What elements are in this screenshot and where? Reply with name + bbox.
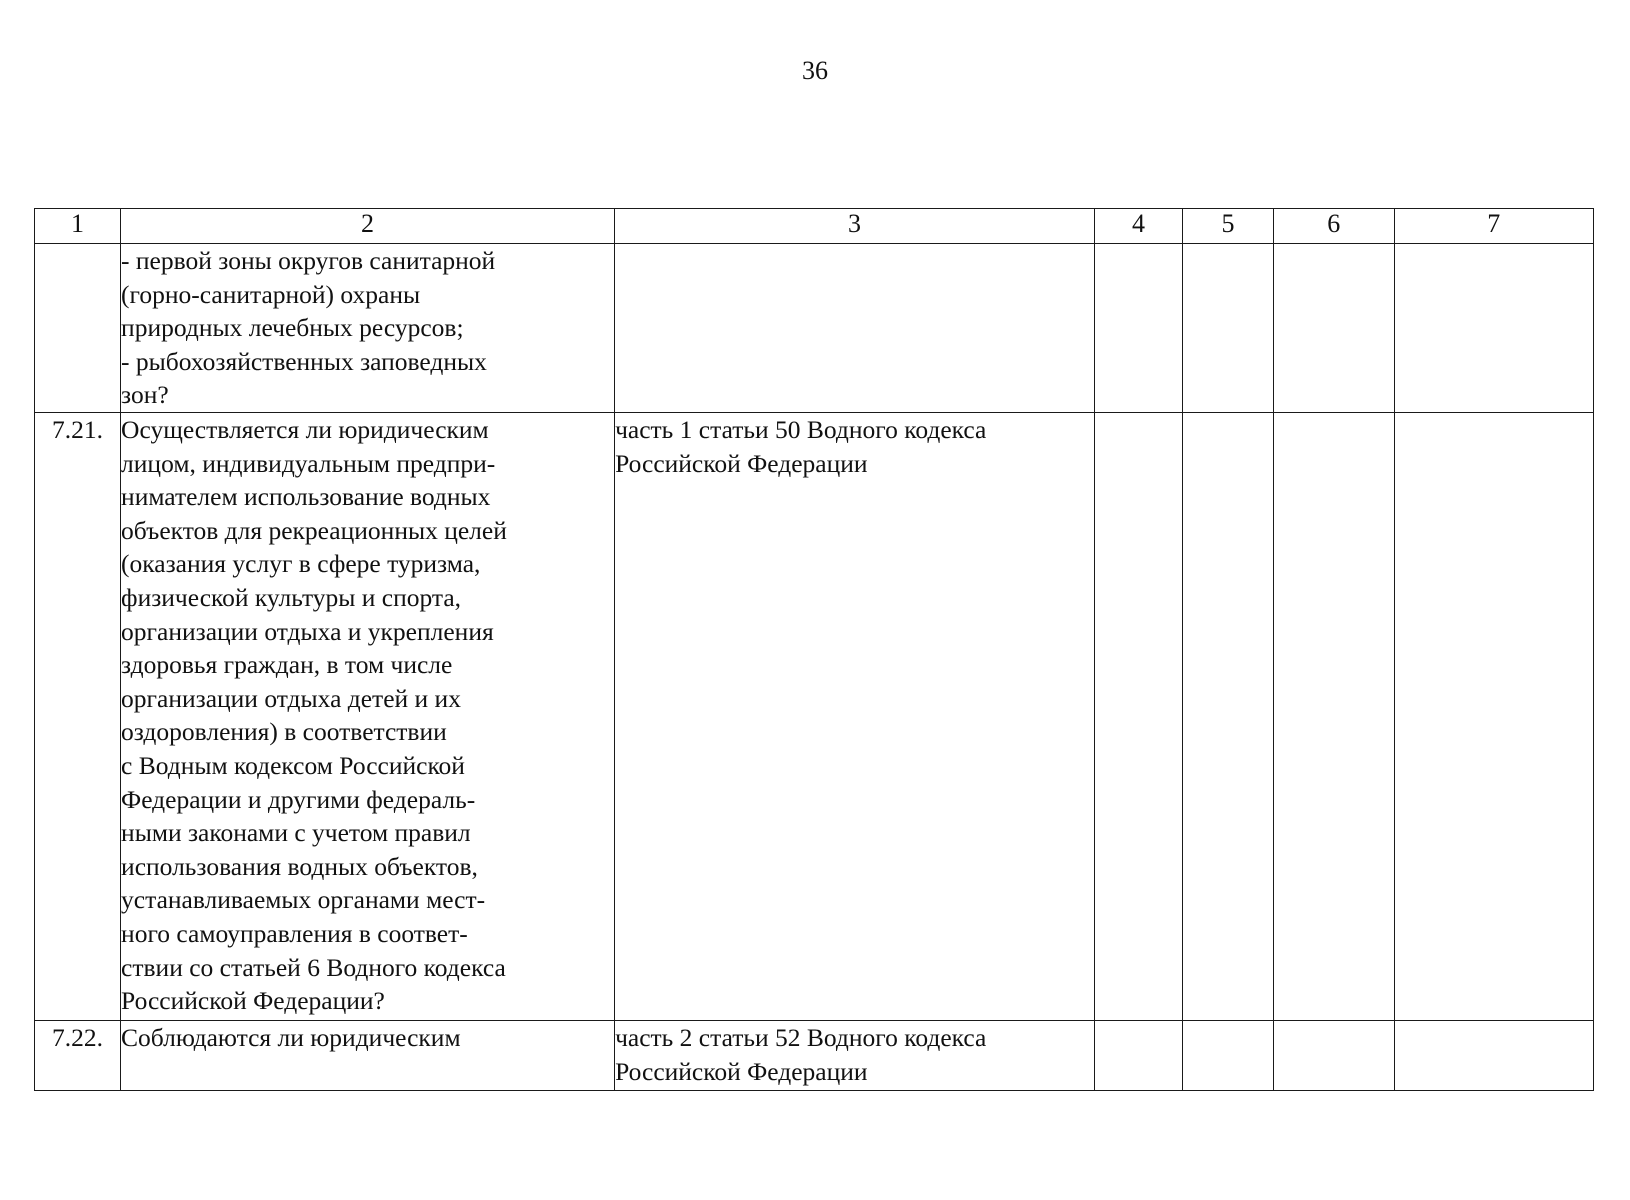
answer-cell-4 [1094, 413, 1182, 1021]
column-header: 5 [1182, 209, 1273, 244]
reference-line: часть 1 статьи 50 Водного кодекса [615, 415, 987, 444]
row-number-cell [35, 244, 121, 413]
question-line: физической культуры и спорта, [121, 582, 462, 612]
page-number: 36 [802, 56, 828, 85]
question-line: использования водных объектов, [121, 851, 478, 881]
question-line: - первой зоны округов санитарной [121, 246, 496, 275]
question-line: Федерации и другими федераль- [121, 784, 476, 814]
question-line: объектов для рекреационных целей [121, 515, 507, 545]
answer-cell-5 [1182, 1021, 1273, 1091]
question-line: здоровья граждан, в том числе [121, 650, 453, 680]
column-header: 2 [121, 209, 615, 244]
question-line: организации отдыха и укрепления [121, 616, 494, 646]
row-number-cell: 7.21. [35, 413, 121, 1021]
question-cell [121, 244, 615, 413]
reference-cell [615, 413, 1095, 1021]
answer-cell-6 [1274, 1021, 1394, 1091]
table-row [35, 1021, 1594, 1091]
answer-cell-7 [1394, 244, 1593, 413]
question-line: лицом, индивидуальным предпри- [121, 448, 496, 478]
question-line: - рыбохозяйственных заповедных [121, 346, 487, 376]
question-line: (горно-санитарной) охраны [121, 279, 421, 309]
table-row [35, 413, 1594, 1021]
column-header: 7 [1394, 209, 1593, 244]
reference-line: часть 2 статьи 52 Водного кодекса [615, 1023, 987, 1052]
question-line: природных лечебных ресурсов; [121, 313, 464, 343]
answer-cell-4 [1094, 244, 1182, 413]
answer-cell-7 [1394, 1021, 1593, 1091]
answer-cell-7 [1394, 413, 1593, 1021]
row-number-cell: 7.22. [35, 1021, 121, 1091]
question-line: организации отдыха детей и их [121, 683, 461, 713]
question-cell [121, 413, 615, 1021]
question-line: Соблюдаются ли юридическим [121, 1023, 461, 1052]
table-header-row [35, 209, 1594, 244]
column-header: 1 [35, 209, 121, 244]
question-line: ствии со статьей 6 Водного кодекса [121, 952, 506, 982]
answer-cell-6 [1274, 244, 1394, 413]
question-line: ного самоуправления в соответ- [121, 918, 468, 948]
question-line: ными законами с учетом правил [121, 818, 471, 848]
question-line: с Водным кодексом Российской [121, 750, 465, 780]
column-header: 3 [615, 209, 1095, 244]
question-line: Российской Федерации? [121, 986, 385, 1016]
question-line: зон? [121, 380, 169, 410]
column-header: 6 [1274, 209, 1394, 244]
column-header: 4 [1094, 209, 1182, 244]
answer-cell-5 [1182, 244, 1273, 413]
table-row [35, 244, 1594, 413]
reference-line: Российской Федерации [615, 1056, 868, 1086]
answer-cell-6 [1274, 413, 1394, 1021]
question-cell [121, 1021, 615, 1091]
question-line: Осуществляется ли юридическим [121, 415, 489, 444]
reference-line: Российской Федерации [615, 448, 868, 478]
checklist-table [34, 208, 1594, 1091]
question-line: (оказания услуг в сфере туризма, [121, 549, 481, 579]
question-line: оздоровления) в соответствии [121, 717, 447, 747]
question-line: устанавливаемых органами мест- [121, 885, 486, 915]
answer-cell-4 [1094, 1021, 1182, 1091]
question-line: нимателем использование водных [121, 482, 491, 512]
reference-cell [615, 1021, 1095, 1091]
reference-cell [615, 244, 1095, 413]
answer-cell-5 [1182, 413, 1273, 1021]
